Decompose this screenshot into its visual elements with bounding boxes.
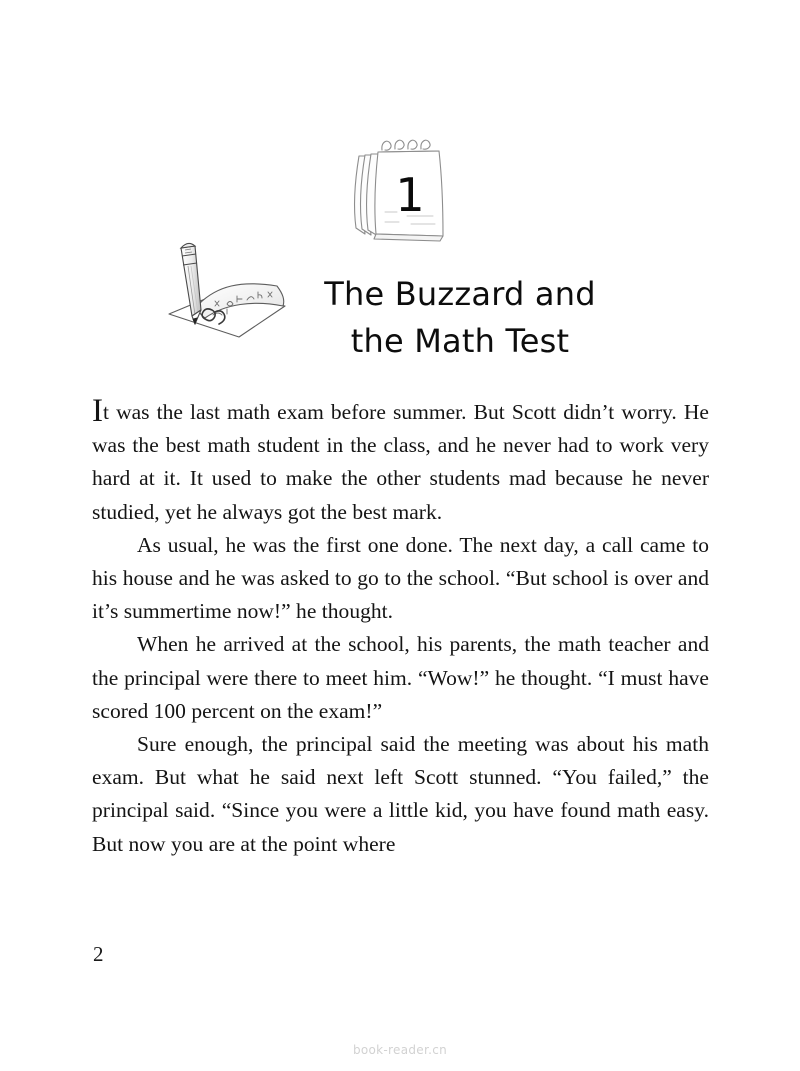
watermark: book-reader.cn: [352, 1043, 448, 1057]
paragraph-4: Sure enough, the principal said the meeting was about his math exam. But what he said next left Scott stunned. “You failed,” the principal said. “Since you were a little kid, you have found math easy. But now you are at the point where: [92, 732, 709, 856]
page-number: 2: [93, 942, 104, 966]
paragraph-1-text: t was the last math exam before summer. But Scott didn’t worry. He was the best math student in the class, and he never had to work very hard at it. It used to make the other students mad because he never studied, yet he always got the best mark.: [92, 400, 709, 524]
body-text: [92, 393, 709, 861]
chapter-header: [0, 0, 800, 380]
chapter-title-line-1: The Buzzard and: [324, 275, 596, 314]
paragraph-2: As usual, he was the first one done. The next day, a call came to his house and he was asked to go to the school. “But school is over and it’s summertime now!” he thought.: [92, 532, 709, 624]
chapter-number: 1: [395, 168, 425, 222]
spiral-notepad-icon: [337, 130, 467, 250]
drop-cap: I: [92, 393, 103, 429]
pencil-and-exam-paper-icon: [155, 236, 300, 351]
paragraph-3: When he arrived at the school, his parents, the math teacher and the principal were there to meet him. “Wow!” he thought. “I must have scored 100 percent on the exam!”: [92, 632, 709, 723]
page-title: [300, 271, 620, 365]
chapter-title-line-2: the Math Test: [350, 322, 570, 361]
paragraph-1: [92, 393, 709, 529]
